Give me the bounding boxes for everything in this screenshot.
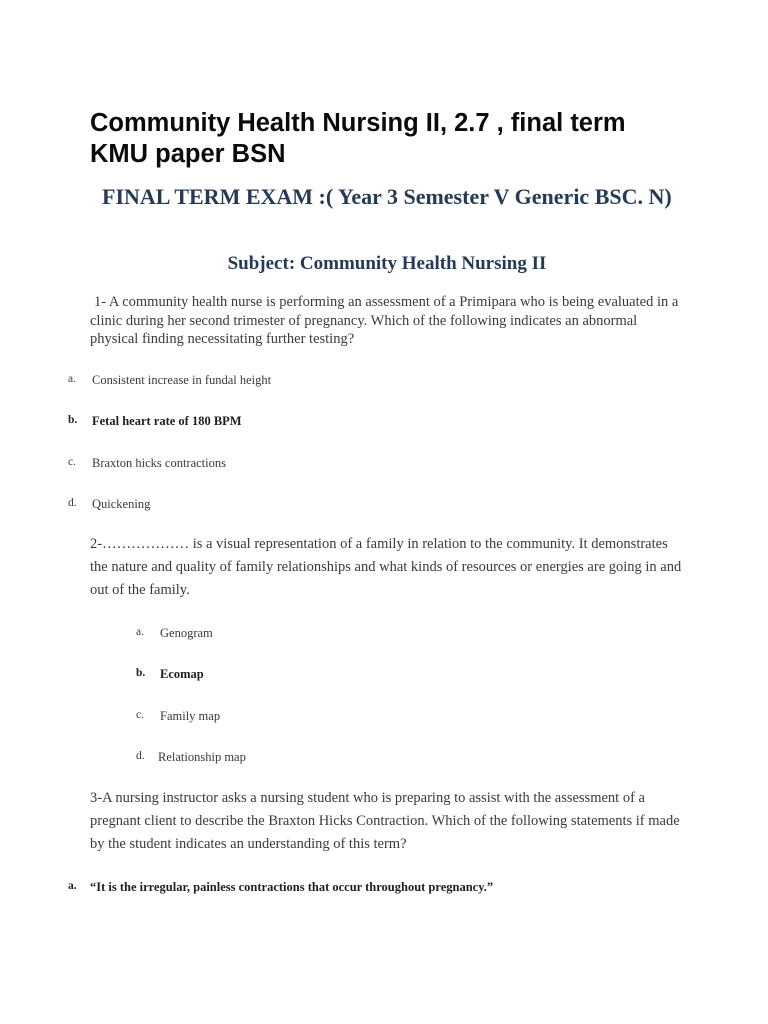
question-1-text: 1- A community health nurse is performing an assessment of a Primipara who is being evaluated in a clinic during her second trimester of pregnancy. Which of the following indicates an abnormal physical finding necessitating further testing? [90,294,679,347]
option-letter: a. [68,373,76,385]
option-letter: d. [136,750,145,762]
option-letter: b. [68,414,78,426]
option-text: Braxton hicks contractions [92,456,226,470]
option-letter: b. [136,667,146,679]
document-title: Community Health Nursing II, 2.7 , final term KMU paper BSN [90,109,626,168]
option-letter: a. [68,880,77,892]
option-letter: c. [136,709,144,721]
option-text: Family map [160,709,221,723]
subject-heading: Subject: Community Health Nursing II [227,253,547,274]
option-text: Fetal heart rate of 180 BPM [92,414,242,428]
question-2-text: 2-……………… is a visual representation of a family in relation to the community. It demonstrates the nature and quality of family relationships and what kinds of resources or energies are going in and out of the family. [90,536,682,599]
option-letter: a. [136,626,144,638]
option-text: Quickening [92,497,151,511]
option-text: Ecomap [160,667,204,681]
question-3-text: 3-A nursing instructor asks a nursing student who is preparing to assist with the assessment of a pregnant client to describe the Braxton Hicks Contraction. Which of the following statements if made by the student indicates an understanding of this term? [90,790,680,853]
option-text: Consistent increase in fundal height [92,373,272,387]
option-text: Genogram [160,626,213,640]
option-letter: c. [68,456,76,468]
option-text: “It is the irregular, painless contractions that occur throughout pregnancy.” [90,880,494,894]
option-text: Relationship map [158,750,246,764]
option-letter: d. [68,497,77,509]
exam-heading: FINAL TERM EXAM :( Year 3 Semester V Generic BSC. N) [102,184,672,209]
